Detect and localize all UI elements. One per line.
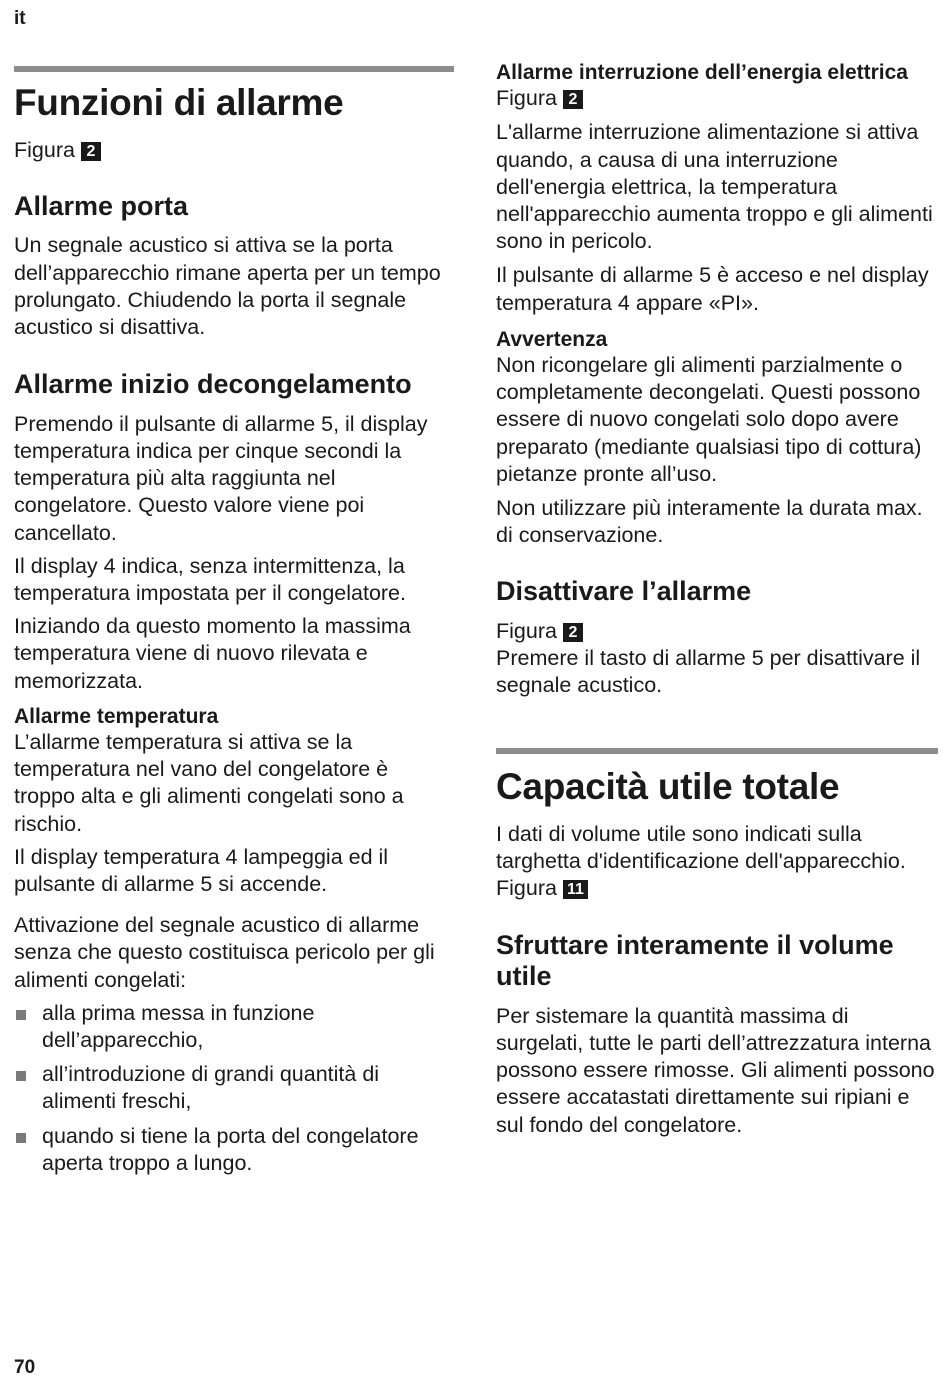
list-item (14, 1000, 454, 1054)
temperature-text-1: L’allarme temperatura si attiva se la temperatura nel vano del congelatore è troppo alta e gli alimenti congelati sono a rischio. (14, 729, 404, 836)
list-item-text: all’introduzione di grandi quantità di alimenti freschi, (42, 1062, 380, 1114)
section-title-alarm-functions: Funzioni di allarme (14, 82, 344, 123)
power-failure-text-1: L'allarme interruzione alimentazione si attiva quando, a causa di una interruzione dell'energia elettrica, la temperatura nell'apparecchio aumenta troppo e gli alimenti sono in pericolo. (496, 120, 933, 254)
bullet-list (14, 1000, 454, 1177)
figure-reference (496, 618, 938, 645)
bullet-square-icon (16, 1133, 26, 1143)
figure-number-badge: 2 (563, 90, 583, 109)
heading-door-alarm: Allarme porta (14, 190, 189, 221)
capacity-text (496, 821, 938, 903)
defrost-text-1: Premendo il pulsante di allarme 5, il display temperatura indica per cinque secondi la temperatura più alta raggiunta nel congelatore. Questo valore viene poi cancellato. (14, 411, 428, 545)
right-column (496, 0, 938, 1139)
section-rule (14, 66, 454, 72)
figure-reference (496, 85, 938, 112)
heading-temperature-alarm: Allarme temperatura (14, 704, 219, 728)
capacity-text-body: I dati di volume utile sono indicati sulla targhetta d'identificazione dell'apparecchio. Figura (496, 822, 906, 901)
list-item-text: quando si tiene la porta del congelatore aperta troppo a lungo. (42, 1123, 419, 1175)
list-item-text: alla prima messa in funzione dell’apparecchio, (42, 1000, 315, 1052)
figure-reference (14, 137, 454, 164)
bullet-square-icon (16, 1071, 26, 1081)
page-number: 70 (14, 1357, 36, 1378)
heading-power-failure-alarm: Allarme interruzione dell’energia elettrica (496, 61, 908, 84)
power-failure-text-2: Il pulsante di allarme 5 è acceso e nel display temperatura 4 appare «PI». (496, 263, 929, 315)
figure-number-badge: 11 (563, 880, 588, 899)
section-title-total-capacity: Capacità utile totale (496, 765, 840, 807)
section-rule (496, 748, 938, 754)
figure-number-badge: 2 (563, 623, 583, 642)
heading-use-full-volume: Sfruttare interamente il volume utile (496, 929, 894, 992)
warning-text-2: Non utilizzare più interamente la durata max. di conservazione. (496, 495, 923, 548)
disable-alarm-text: Premere il tasto di allarme 5 per disattivare il segnale acustico. (496, 646, 921, 698)
figure-number-badge: 2 (81, 142, 101, 161)
full-volume-text: Per sistemare la quantità massima di surgelati, tutte le parti dell’attrezzatura interna possono essere rimosse. Gli alimenti possono essere accatastati direttamente sui ripiani e sul fondo del congelatore. (496, 1003, 935, 1137)
door-alarm-text: Un segnale acustico si attiva se la porta dell’apparecchio rimane aperta per un tempo prolungato. Chiudendo la porta il segnale acustico si disattiva. (14, 233, 441, 339)
temperature-text-3: Attivazione del segnale acustico di allarme senza che questo costituisca pericolo per gli alimenti congelati: (14, 913, 435, 992)
temperature-text-2: Il display temperatura 4 lampeggia ed il pulsante di allarme 5 si accende. (14, 844, 389, 896)
figure-label: Figura (496, 86, 557, 111)
defrost-text-2: Il display 4 indica, senza intermittenza, la temperatura impostata per il congelatore. (14, 553, 406, 605)
list-item (14, 1123, 454, 1177)
figure-label: Figura (496, 618, 557, 643)
left-column (14, 0, 454, 1184)
warning-text-1: Non ricongelare gli alimenti parzialmente o completamente decongelati. Questi possono essere di nuovo congelati solo dopo avere preparato (mediante qualsiasi tipo di cottura) pietanze pronte all’uso. (496, 352, 922, 486)
language-tag: it (14, 8, 26, 29)
heading-warning: Avvertenza (496, 327, 608, 351)
heading-disable-alarm: Disattivare l’allarme (496, 576, 752, 607)
defrost-text-3: Iniziando da questo momento la massima temperatura viene di nuovo rilevata e memorizzata. (14, 614, 411, 693)
bullet-square-icon (16, 1010, 26, 1020)
heading-defrost-alarm: Allarme inizio decongelamento (14, 369, 412, 400)
list-item (14, 1061, 454, 1115)
figure-label: Figura (14, 137, 75, 162)
